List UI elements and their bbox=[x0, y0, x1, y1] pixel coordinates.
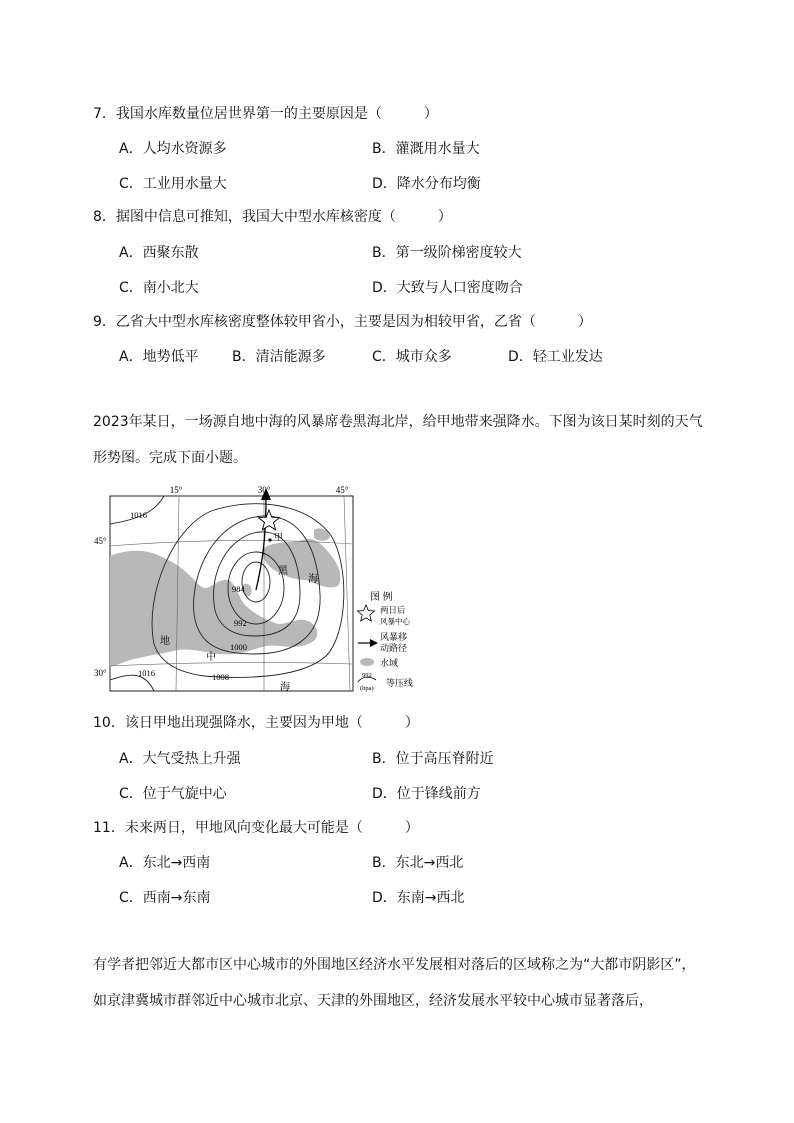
isobar-label-1016-bottom: 1016 bbox=[138, 668, 155, 678]
legend-title: 图 例 bbox=[370, 592, 393, 603]
legend-arrow-label-line2: 动路径 bbox=[380, 643, 408, 653]
question-10-stem: 10．该日甲地出现强降水，主要因为甲地（ ） bbox=[93, 715, 419, 731]
q8-option-a: A．西聚东散 bbox=[119, 245, 199, 261]
q11-option-a: A．东北→西南 bbox=[119, 855, 211, 871]
lon-label-30: 30° bbox=[257, 485, 271, 495]
label-hai-med: 海 bbox=[280, 682, 290, 693]
q7-option-d: D．降水分布均衡 bbox=[372, 176, 481, 192]
passage-metro-shadow: 有学者把邻近大都市区中心城市的外围地区经济水平发展相对落后的区域称之为“大都市阴影区”，如京津冀城市群邻近中心城市北京、天津的外围地区，经济发展水平较中心城市显著落后， bbox=[93, 957, 696, 1009]
legend-arrow-icon bbox=[370, 639, 378, 647]
q11-option-c: C．西南→东南 bbox=[119, 890, 211, 906]
isobar-label-984: 984 bbox=[232, 584, 245, 594]
question-7-stem: 7．我国水库数量位居世界第一的主要原因是（ ） bbox=[93, 106, 438, 122]
q7-option-a: A．人均水资源多 bbox=[119, 141, 227, 157]
label-di: 地 bbox=[160, 636, 170, 647]
label-jia: 甲 bbox=[274, 532, 284, 542]
q10-option-d: D．位于锋线前方 bbox=[372, 786, 481, 802]
q11-option-b: B．东北→西北 bbox=[372, 855, 464, 871]
isobar-label-1000: 1000 bbox=[230, 642, 247, 652]
q10-option-a: A．大气受热上升强 bbox=[119, 751, 241, 767]
lon-label-15: 15° bbox=[169, 485, 183, 495]
legend-star-icon bbox=[358, 605, 375, 621]
lat-label-30: 30° bbox=[94, 668, 107, 678]
legend-isobar-label: 等压线 bbox=[386, 678, 414, 688]
question-11-stem: 11．未来两日，甲地风向变化最大可能是（ ） bbox=[93, 820, 419, 836]
question-8-stem: 8．据图中信息可推知，我国大中型水库核密度（ ） bbox=[93, 209, 452, 225]
legend-water-label: 水域 bbox=[380, 658, 399, 668]
legend-star-label-line2: 风暴中心 bbox=[380, 617, 410, 626]
label-zhong: 中 bbox=[206, 652, 216, 663]
q7-option-b: B．灌溉用水量大 bbox=[372, 141, 480, 157]
lat-label-45: 45° bbox=[94, 536, 107, 546]
point-jia-marker bbox=[268, 538, 271, 541]
isobar-label-1008: 1008 bbox=[212, 672, 229, 682]
lon-label-45: 45° bbox=[335, 485, 349, 495]
q7-option-c: C．工业用水量大 bbox=[119, 176, 227, 192]
q10-option-c: C．位于气旋中心 bbox=[119, 786, 227, 802]
q9-option-a: A．地势低平 bbox=[119, 349, 199, 365]
weather-map-figure bbox=[94, 484, 439, 696]
q11-option-d: D．东南→西北 bbox=[372, 890, 465, 906]
passage-storm-intro: 2023年某日，一场源自地中海的风暴席卷黑海北岸，给甲地带来强降水。下图为该日某时刻的天气形势图。完成下面小题。 bbox=[93, 414, 703, 466]
legend-arrow-label-line1: 风暴移 bbox=[380, 632, 408, 642]
legend-star-label-line1: 两日后 bbox=[380, 605, 406, 615]
legend-isobar-value: 992 bbox=[362, 672, 372, 679]
q9-option-c: C．城市众多 bbox=[372, 349, 452, 365]
label-hai-blacksea: 海 bbox=[308, 574, 318, 585]
legend-water-icon bbox=[360, 658, 374, 666]
isobar-label-992: 992 bbox=[234, 618, 247, 628]
q8-option-b: B．第一级阶梯密度较大 bbox=[372, 245, 522, 261]
q10-option-b: B．位于高压脊附近 bbox=[372, 751, 494, 767]
q9-option-d: D．轻工业发达 bbox=[508, 349, 603, 365]
isobar-label-1016-top: 1016 bbox=[130, 510, 147, 520]
legend-isobar-unit: (hpa) bbox=[360, 685, 374, 692]
q8-option-c: C．南小北大 bbox=[119, 280, 199, 296]
q8-option-d: D．大致与人口密度吻合 bbox=[372, 280, 523, 296]
question-9-stem: 9．乙省大中型水库核密度整体较甲省小，主要是因为相较甲省，乙省（ ） bbox=[93, 314, 592, 330]
q9-option-b: B．清洁能源多 bbox=[232, 349, 326, 365]
label-hei: 黑 bbox=[278, 566, 288, 577]
